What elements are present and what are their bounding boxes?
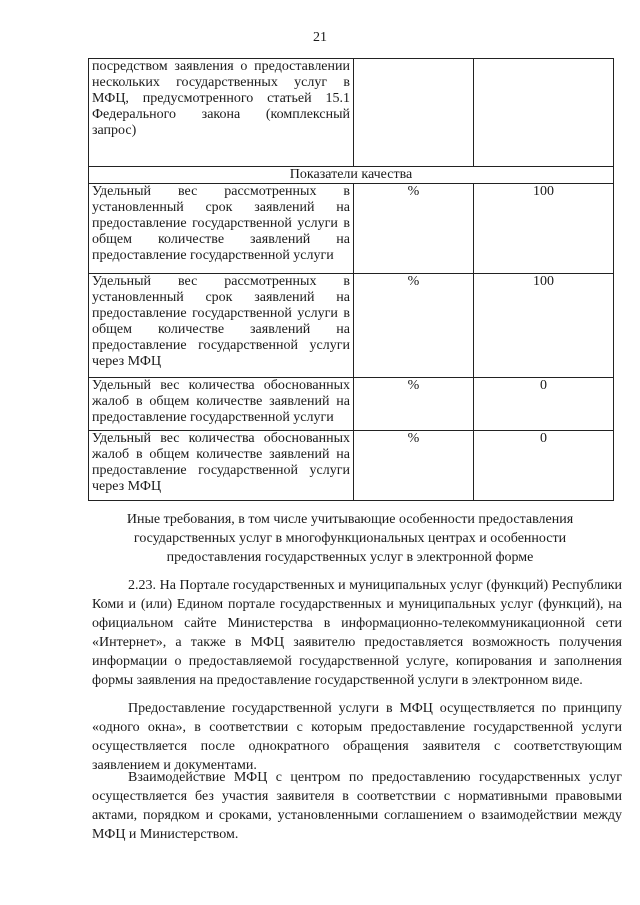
indicator-name-cell: посредством заявления о предоставлении нескольких государственных услуг в МФЦ, предусмотренного статьей 15.1 Федерального закона (комплексный запрос) [89,59,354,167]
table-row [89,59,614,167]
value-cell: 100 [474,184,614,274]
indicator-name-cell: Удельный вес рассмотренных в установленный срок заявлений на предоставление государственной услуги в общем количестве заявлений на предоставление государственной услуги [89,184,354,274]
table-row [89,274,614,378]
table-row [89,431,614,501]
section-row [89,167,614,184]
value-cell: 0 [474,431,614,501]
unit-cell [354,59,474,167]
unit-cell: % [354,274,474,378]
table-row [89,184,614,274]
indicator-name-cell: Удельный вес рассмотренных в установленный срок заявлений на предоставление государственной услуги в общем количестве заявлений на предоставление государственной услуги через МФЦ [89,274,354,378]
paragraph: Взаимодействие МФЦ с центром по предоставлению государственных услуг осуществляется без участия заявителя в соответствии с нормативными правовыми актами, порядком и сроками, установленными соглашением о взаимодействии между МФЦ и Министерством. [92,770,622,842]
section-header-quality: Показатели качества [89,167,614,184]
value-cell: 100 [474,274,614,378]
section-heading: Иные требования, в том числе учитывающие особенности предоставления государственных услуг в многофункциональных центрах и особенности предоставления государственных услуг в электронной форме [126,512,574,565]
unit-cell: % [354,184,474,274]
value-cell: 0 [474,378,614,431]
quality-indicators-table [88,58,614,501]
paragraph: 2.23. На Портале государственных и муниципальных услуг (функций) Республики Коми и (или) Едином портале государственных и муниципальных услуг (функций), на официальном сайте Министерства в информационно-телекоммуникационной сети «Интернет», а также в МФЦ заявителю предоставляется возможность получения информации о предоставляемой государственной услуге, копирования и заполнения формы заявления на предоставление государственной услуги в электронном виде. [92,578,622,688]
table-row [89,378,614,431]
indicator-name-cell: Удельный вес количества обоснованных жалоб в общем количестве заявлений на предоставление государственной услуги [89,378,354,431]
value-cell [474,59,614,167]
page-number: 21 [313,30,327,45]
paragraph: Предоставление государственной услуги в МФЦ осуществляется по принципу «одного окна», в соответствии с которым предоставление государственной услуги осуществляется после однократного обращения заявителя с соответствующим заявлением и документами. [92,701,622,773]
unit-cell: % [354,378,474,431]
indicator-name-cell: Удельный вес количества обоснованных жалоб в общем количестве заявлений на предоставление государственной услуги через МФЦ [89,431,354,501]
unit-cell: % [354,431,474,501]
